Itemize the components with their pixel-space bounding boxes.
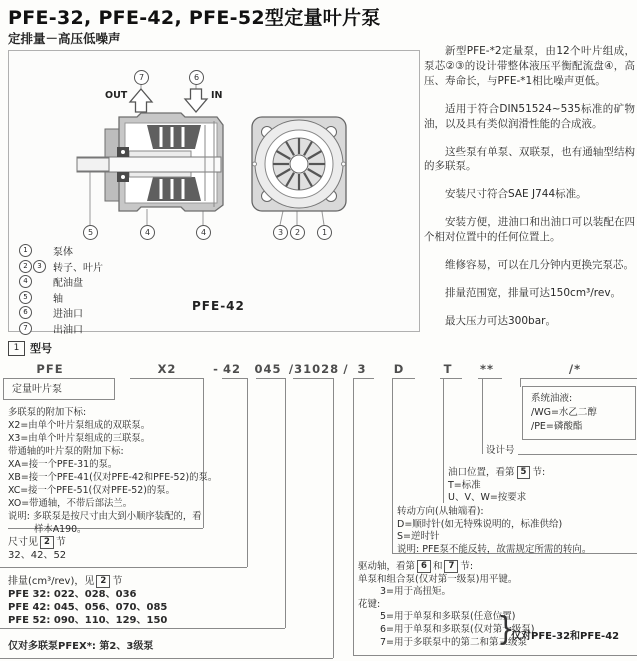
connector — [443, 378, 444, 503]
diagram-caption: PFE-42 — [192, 299, 245, 313]
size-values: 32、42、52 — [8, 550, 67, 561]
shaft-line: 7=用于多联泵中的第二和第三级泵 — [380, 636, 528, 648]
displacement-prefix: 排量(cm³/rev)，见 — [8, 576, 95, 587]
rotation-line: D=顺时针(如无特殊说明的，标准供给) — [397, 518, 563, 530]
note-line: XB=接一个PFE-41(仅对PFE-42和PFE-52)的泵。 — [8, 472, 218, 483]
bracket-brace: } — [497, 609, 515, 648]
ports-line: U、V、W=按要求 — [448, 492, 527, 503]
fluid-line: /WG=水乙二醇 — [531, 407, 597, 418]
callout-6: 6 — [189, 70, 204, 85]
section-ref-chip: 2 — [96, 575, 110, 588]
shaft-prefix: 驱动轴，看第 — [358, 561, 416, 572]
legend-item — [19, 321, 103, 337]
legend-item — [19, 290, 103, 306]
design-number-label: 设计号 — [486, 445, 515, 456]
bracket-note: 仅对PFE-32和PFE-42 — [511, 631, 620, 642]
fluid-box — [522, 386, 636, 440]
ports-suffix: 节: — [532, 467, 546, 478]
code-field-rotation: D — [393, 362, 405, 376]
shaft-note — [358, 560, 534, 574]
section-ref-chip: 6 — [417, 560, 431, 573]
code-field-disp: 045 — [254, 362, 282, 376]
callout-3: 3 — [273, 225, 288, 240]
intro-column — [424, 44, 635, 342]
connector — [353, 655, 637, 656]
shaft-line: 5=用于单泵和多联泵(任意位置) — [380, 611, 516, 623]
circled-number: 2 — [19, 260, 32, 273]
circled-number: 5 — [19, 291, 32, 304]
fluid-line: /PE=磷酸酯 — [531, 421, 583, 432]
callout-2: 2 — [290, 225, 305, 240]
section-ref-chip: 7 — [444, 560, 458, 573]
connector — [130, 378, 203, 379]
ports-block — [448, 466, 545, 505]
displacement-row: PFE 52: 090、110、129、150 — [8, 615, 168, 626]
intro-paragraph: 安装方便，进油口和出油口可以装配在四个相对位置中的任何位置上。 — [424, 216, 635, 244]
section-header — [8, 340, 52, 356]
rotation-line: 说明: PFE泵不能反转，故需规定所需的转向。 — [397, 543, 592, 555]
rotation-block — [397, 506, 591, 556]
connector — [520, 378, 521, 387]
section-number-chip: 1 — [8, 341, 25, 356]
connector — [353, 378, 374, 379]
out-arrow — [130, 89, 152, 112]
displacement-row: PFE 42: 045、056、070、085 — [8, 602, 168, 613]
pump-cross-section — [77, 113, 223, 211]
connector — [520, 378, 637, 379]
displacement-suffix: 节 — [112, 576, 123, 587]
pump-front-view — [252, 117, 346, 211]
legend-item — [19, 274, 103, 290]
note-line: 样本A190。 — [34, 524, 87, 535]
rotation-line: S=逆时针 — [397, 531, 440, 542]
note-line: X2=由单个叶片泵组成的双联泵。 — [8, 420, 151, 431]
legend-item — [19, 305, 103, 321]
intro-paragraph: 新型PFE-*2定量泵，由12个叶片组成，泵芯②③的设计带整体液压平衡配流盘④，高压、寿命长，与PFE-*1相比噪声更低。 — [424, 45, 635, 87]
multi-only-note: 仅对多联泵PFEX*: 第2、3级泵 — [8, 641, 154, 652]
connector — [353, 378, 354, 655]
code-field-pfe: PFE — [36, 362, 64, 376]
code-field-shaft: 3 — [357, 362, 367, 376]
size-suffix: 节 — [55, 537, 66, 548]
shaft-suffix: 节: — [460, 561, 474, 572]
displacement-note — [8, 575, 167, 588]
intro-paragraph: 最大压力可达300bar。 — [445, 314, 556, 327]
connector — [482, 378, 483, 454]
page-title: PFE-32, PFE-42, PFE-52型定量叶片泵 — [8, 7, 381, 29]
displacement-block — [8, 575, 167, 627]
legend-label: 配油盘 — [53, 278, 83, 290]
code-field-size: 42 — [222, 362, 242, 376]
legend-label: 进油口 — [53, 309, 83, 321]
shaft-line: 6=用于单泵和多联泵(仅对第一级泵) — [380, 623, 535, 635]
size-block — [8, 536, 66, 562]
note-line: XO=带通轴，不带后部法兰。 — [8, 498, 133, 509]
pump-diagram-panel — [8, 50, 420, 336]
pump-type-box: 定量叶片泵 — [3, 378, 115, 400]
connector — [0, 628, 285, 629]
callout-7: 7 — [134, 70, 149, 85]
code-field-slash: / — [343, 362, 349, 376]
fluid-title: 系统油液: — [531, 393, 573, 404]
note-line: X3=由单个叶片泵组成的三联泵。 — [8, 433, 151, 444]
connector — [0, 567, 247, 568]
intro-paragraph: 维修容易，可以在几分钟内更换完泵芯。 — [445, 259, 634, 272]
callout-1: 1 — [317, 225, 332, 240]
shaft-line: 花键: — [358, 598, 381, 610]
page-subtitle: 定排量－高压低噪声 — [8, 31, 121, 46]
in-label: IN — [211, 90, 223, 101]
legend-item — [19, 243, 103, 259]
connector — [293, 378, 333, 379]
circled-number: 1 — [19, 244, 32, 257]
circled-number: 6 — [19, 306, 32, 319]
displacement-row: PFE 32: 022、028、036 — [8, 589, 137, 600]
ports-note — [448, 466, 545, 480]
callout-4b: 4 — [196, 225, 211, 240]
intro-paragraph: 排量范围宽，排量可达150cm³/rev。 — [445, 286, 622, 299]
in-arrow — [185, 89, 207, 112]
code-field-ports: T — [443, 362, 453, 376]
size-note — [8, 536, 66, 549]
out-label: OUT — [105, 90, 128, 101]
ports-line: T=标准 — [448, 479, 481, 491]
legend-label: 出油口 — [53, 324, 83, 336]
section-ref-chip: 2 — [40, 536, 54, 549]
connector — [392, 378, 393, 553]
connector — [285, 378, 286, 628]
legend-label: 转子、叶片 — [53, 262, 103, 274]
connector — [247, 378, 248, 567]
multi-pump-notes — [8, 406, 217, 536]
circled-number: 7 — [19, 322, 32, 335]
legend-label: 轴 — [53, 293, 63, 305]
connector — [222, 378, 247, 379]
legend-label: 泵体 — [53, 247, 73, 259]
diagram-legend — [19, 243, 103, 336]
code-field-dash: - — [213, 362, 219, 376]
code-field-31028: /31028 — [288, 362, 340, 376]
connector — [256, 378, 285, 379]
intro-paragraph: 安装尺寸符合SAE J744标准。 — [445, 188, 587, 201]
intro-paragraph: 这些泵有单泵、双联泵，也有通轴型结构的多联泵。 — [424, 145, 635, 173]
section-title: 型号 — [30, 342, 52, 355]
connector — [0, 658, 333, 659]
shaft-line: 3=用于高扭矩。 — [380, 586, 452, 598]
circled-number: 4 — [19, 275, 32, 288]
code-field-x2: X2 — [157, 362, 177, 376]
note-line: 多联泵的附加下标: — [8, 407, 87, 418]
size-prefix: 尺寸见 — [8, 537, 38, 548]
intro-paragraph: 适用于符合DIN51524~535标准的矿物油，以及具有类似润滑性能的合成液。 — [424, 102, 635, 130]
note-line: 带通轴的叶片泵的附加下标: — [8, 446, 124, 457]
code-field-design: ** — [479, 362, 495, 376]
note-line: 说明: 多联泵是按尺寸由大到小顺序装配的，看 — [8, 511, 202, 522]
ports-prefix: 油口位置，看第 — [448, 467, 515, 478]
connector — [392, 378, 415, 379]
section-ref-chip: 5 — [517, 466, 531, 479]
code-field-fluid: /* — [568, 362, 582, 376]
callout-5: 5 — [83, 225, 98, 240]
connector — [518, 454, 637, 455]
legend-item — [19, 259, 103, 275]
connector — [333, 378, 334, 658]
note-line: XC=接一个PFE-51(仅对PFE-52)的泵。 — [8, 485, 176, 496]
callout-4a: 4 — [140, 225, 155, 240]
note-line: XA=接一个PFE-31的泵。 — [8, 459, 118, 470]
rotation-line: 转动方向(从轴端看): — [397, 506, 484, 517]
shaft-mid: 和 — [432, 561, 443, 572]
shaft-line: 单泵和组合泵(仅对第一级泵)用平键。 — [358, 573, 518, 585]
circled-number: 3 — [33, 260, 46, 273]
